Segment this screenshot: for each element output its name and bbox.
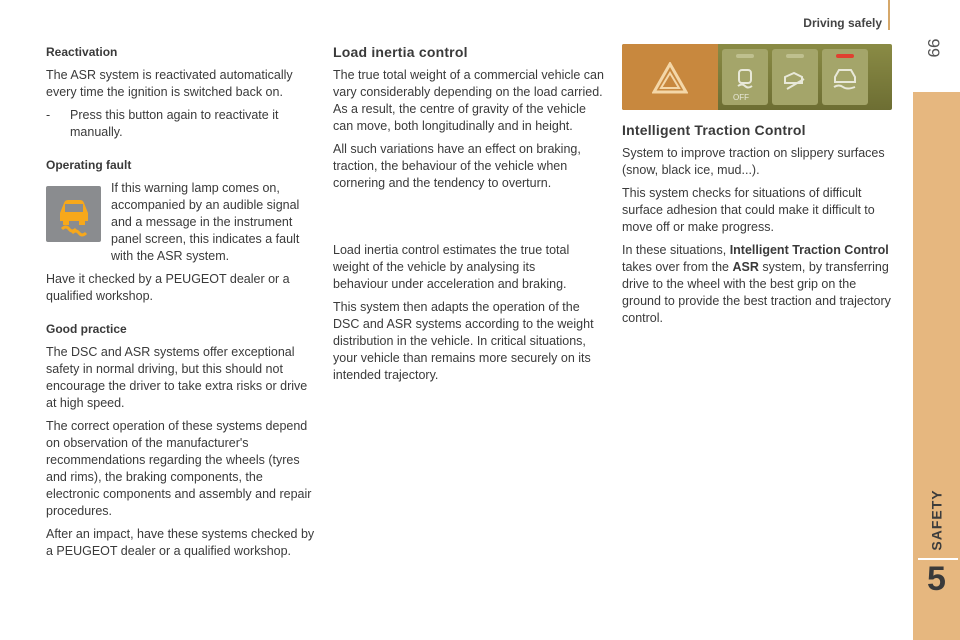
reactivation-text: The ASR system is reactivated automatically every time the ignition is switched back on. [46,68,293,99]
load-inertia-text-2: All such variations have an effect on braking, traction, the behaviour of the vehicle when cornering and the tendency to overturn. [333,142,581,190]
asr-warning-lamp-icon [46,186,101,242]
hazard-button-area [622,44,718,110]
column-right [622,44,892,333]
chapter-number: 5 [927,560,946,598]
hill-descent-button[interactable] [772,49,818,105]
hazard-warning-icon [652,62,688,94]
header-rule [888,0,890,30]
good-practice-text-1: The DSC and ASR systems offer exceptional safety in normal driving, but this should not encourage the driver to take extra risks or drive at high speed. [46,345,308,410]
asr-car-icon [734,67,756,89]
asr-led-indicator [736,54,754,58]
reactivation-list-item [46,107,318,141]
traction-led-indicator [836,54,854,58]
good-practice-text-2: The correct operation of these systems depend on observation of the manufacturer's recommendations regarding the wheels (tyres and rims), the braking components, the electronic components and assembly and repair procedures. [46,419,312,518]
intelligent-traction-text-1: System to improve traction on slippery surfaces (snow, black ice, mud...). [622,146,885,177]
good-practice-text-3: After an impact, have these systems checked by a PEUGEOT dealer or a qualified workshop. [46,527,315,558]
reactivation-heading: Reactivation [46,45,118,59]
hill-led-indicator [786,54,804,58]
column-middle [333,44,609,390]
operating-fault-advice: Have it checked by a PEUGEOT dealer or a qualified workshop. [46,272,290,303]
operating-fault-heading: Operating fault [46,158,132,172]
page-number: 99 [924,38,943,58]
load-inertia-text-3: Load inertia control estimates the true total weight of the vehicle by analysing its behaviour under acceleration and braking. [333,243,570,291]
traction-control-icon [831,65,859,91]
load-inertia-text-4: This system then adapts the operation of the DSC and ASR systems according to the weight distribution in the vehicle. In critical situations, your vehicle than remains more securely on its intended trajectory. [333,300,594,382]
chapter-tab-label: SAFETY [928,489,945,551]
good-practice-heading: Good practice [46,322,127,336]
load-inertia-text-1: The true total weight of a commercial vehicle can vary considerably depending on the load carried. As a result, the centre of gravity of the vehicle can move, both longitudinally and in height. [333,68,604,133]
reactivation-item-text: Press this button again to reactivate it manually. [70,108,279,139]
asr-off-label: OFF [733,93,749,102]
intelligent-traction-heading: Intelligent Traction Control [622,122,806,138]
intelligent-traction-text-3: In these situations, Intelligent Traction Control takes over from the ASR system, by transferring drive to the wheel with the best grip on the ground to provide the best traction and trajectory control. [622,243,891,325]
asr-off-button[interactable] [722,49,768,105]
operating-fault-text: If this warning lamp comes on, accompanied by an audible signal and a message in the instrument panel screen, this indicates a fault with the ASR system. [111,181,300,263]
intelligent-traction-text-2: This system checks for situations of difficult surface adhesion that could make it difficult to move off or make progress. [622,186,875,234]
load-inertia-heading: Load inertia control [333,44,468,60]
intelligent-traction-button[interactable] [822,49,868,105]
column-left [46,44,318,566]
list-dash: - [46,108,51,122]
operating-fault-block [46,180,318,265]
running-head: Driving safely [803,16,882,30]
dashboard-switch-panel [622,44,892,110]
hill-descent-icon [782,69,808,93]
